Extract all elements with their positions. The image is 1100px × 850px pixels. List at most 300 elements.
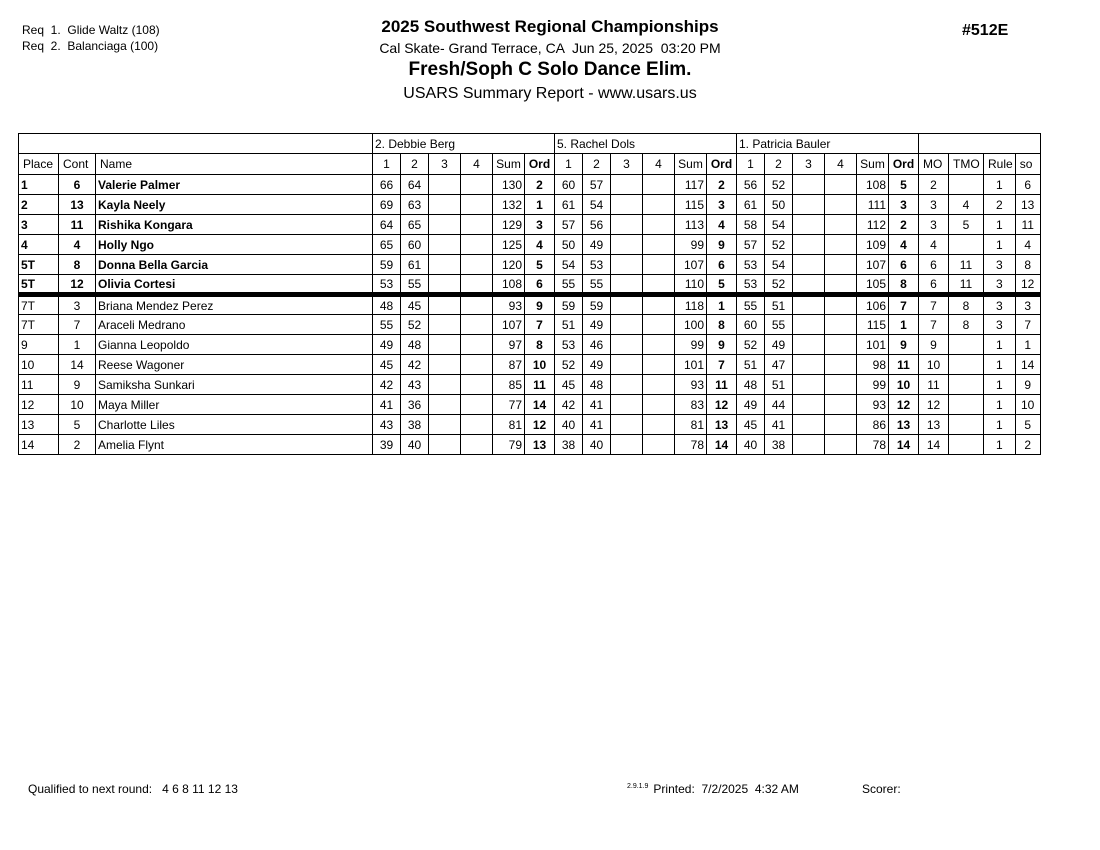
championship-title: 2025 Southwest Regional Championships <box>381 17 719 36</box>
cell-j1-sum: 108 <box>493 275 525 295</box>
cell-name: Rishika Kongara <box>96 215 373 235</box>
cell-j2-mark2: 49 <box>583 235 611 255</box>
cell-j1-mark1: 41 <box>373 395 401 415</box>
cell-j1-mark4 <box>461 375 493 395</box>
cell-cont: 12 <box>59 275 96 295</box>
header-j2-mark-4: 4 <box>643 154 675 175</box>
cell-j3-mark2: 52 <box>765 275 793 295</box>
cell-j3-mark2: 49 <box>765 335 793 355</box>
cell-j3-mark3 <box>793 275 825 295</box>
cell-j2-mark4 <box>643 215 675 235</box>
cell-tmo <box>949 395 984 415</box>
cell-mo: 13 <box>919 415 949 435</box>
cell-j3-mark1: 52 <box>737 335 765 355</box>
cell-j2-mark4 <box>643 415 675 435</box>
cell-j1-mark3 <box>429 255 461 275</box>
cell-j1-mark2: 48 <box>401 335 429 355</box>
cell-j3-mark2: 52 <box>765 235 793 255</box>
cell-j1-mark1: 69 <box>373 195 401 215</box>
skater-row <box>19 435 1041 455</box>
cell-j1-mark1: 49 <box>373 335 401 355</box>
cell-j1-sum: 85 <box>493 375 525 395</box>
cell-place: 5T <box>19 255 59 275</box>
cell-j3-mark1: 51 <box>737 355 765 375</box>
cell-so: 12 <box>1015 275 1040 295</box>
cell-j1-mark4 <box>461 395 493 415</box>
cell-so: 8 <box>1015 255 1040 275</box>
cell-j1-mark3 <box>429 375 461 395</box>
cell-j3-mark3 <box>793 215 825 235</box>
cell-j1-ord: 12 <box>525 415 555 435</box>
qualified-line <box>28 782 238 796</box>
cell-name: Briana Mendez Perez <box>96 295 373 315</box>
header-j1-mark-3: 3 <box>429 154 461 175</box>
header-cont: Cont <box>59 154 96 175</box>
cell-j1-sum: 132 <box>493 195 525 215</box>
event-name: Fresh/Soph C Solo Dance Elim. <box>408 59 692 80</box>
cell-j3-mark4 <box>825 235 857 255</box>
cell-j2-mark3 <box>611 315 643 335</box>
cell-j3-sum: 112 <box>857 215 889 235</box>
skater-row <box>19 255 1041 275</box>
cell-place: 4 <box>19 235 59 255</box>
cell-j2-mark1: 38 <box>555 435 583 455</box>
cell-j3-ord: 9 <box>889 335 919 355</box>
cell-cont: 7 <box>59 315 96 335</box>
cell-j2-mark3 <box>611 415 643 435</box>
cell-j1-mark1: 42 <box>373 375 401 395</box>
cell-j3-mark2: 50 <box>765 195 793 215</box>
cell-cont: 5 <box>59 415 96 435</box>
cell-j3-mark2: 41 <box>765 415 793 435</box>
cell-j2-mark4 <box>643 195 675 215</box>
cell-j3-mark2: 51 <box>765 375 793 395</box>
cell-j3-mark3 <box>793 355 825 375</box>
cell-j2-mark1: 61 <box>555 195 583 215</box>
cell-j3-mark3 <box>793 435 825 455</box>
cell-j1-mark4 <box>461 295 493 315</box>
cell-place: 10 <box>19 355 59 375</box>
cell-name: Amelia Flynt <box>96 435 373 455</box>
cell-place: 1 <box>19 175 59 195</box>
cell-tmo <box>949 175 984 195</box>
cell-j1-mark2: 43 <box>401 375 429 395</box>
cell-j1-mark2: 61 <box>401 255 429 275</box>
cell-j2-ord: 6 <box>707 255 737 275</box>
printed-line <box>627 782 799 796</box>
skater-row <box>19 275 1041 295</box>
cell-rule: 1 <box>984 435 1016 455</box>
cell-so: 6 <box>1015 175 1040 195</box>
cell-j2-sum: 117 <box>675 175 707 195</box>
cell-j1-mark3 <box>429 435 461 455</box>
cell-j1-mark3 <box>429 295 461 315</box>
cell-j1-ord: 14 <box>525 395 555 415</box>
cell-place: 9 <box>19 335 59 355</box>
cell-rule: 2 <box>984 195 1016 215</box>
cell-so: 3 <box>1015 295 1040 315</box>
cell-name: Samiksha Sunkari <box>96 375 373 395</box>
cell-name: Valerie Palmer <box>96 175 373 195</box>
cell-j3-mark3 <box>793 255 825 275</box>
cell-place: 13 <box>19 415 59 435</box>
cell-j2-ord: 7 <box>707 355 737 375</box>
cell-tmo: 4 <box>949 195 984 215</box>
cell-j2-ord: 9 <box>707 235 737 255</box>
cell-mo: 6 <box>919 275 949 295</box>
cell-j3-mark3 <box>793 195 825 215</box>
cell-j3-mark2: 47 <box>765 355 793 375</box>
cell-j2-mark2: 40 <box>583 435 611 455</box>
header-j1-mark-2: 2 <box>401 154 429 175</box>
cell-j2-mark2: 41 <box>583 415 611 435</box>
qualified-label: Qualified to next round: <box>28 782 153 796</box>
cell-j2-mark2: 53 <box>583 255 611 275</box>
cell-j2-mark2: 57 <box>583 175 611 195</box>
cell-j3-mark1: 57 <box>737 235 765 255</box>
cell-rule: 3 <box>984 315 1016 335</box>
cell-j3-ord: 13 <box>889 415 919 435</box>
requirement-1: Req 1. Glide Waltz (108) <box>22 23 160 37</box>
judge-row-right-spacer <box>919 134 1041 154</box>
cell-j2-mark1: 50 <box>555 235 583 255</box>
cell-j1-mark1: 53 <box>373 275 401 295</box>
cell-j1-mark2: 65 <box>401 215 429 235</box>
software-version: 2.9.1.9 <box>627 783 649 790</box>
cell-j3-sum: 93 <box>857 395 889 415</box>
cell-j1-mark4 <box>461 255 493 275</box>
cell-j1-sum: 129 <box>493 215 525 235</box>
cell-j3-mark1: 60 <box>737 315 765 335</box>
header-j1-mark-4: 4 <box>461 154 493 175</box>
cell-j1-sum: 107 <box>493 315 525 335</box>
report-type-line: USARS Summary Report - www.usars.us <box>403 85 697 102</box>
cell-cont: 8 <box>59 255 96 275</box>
cell-j3-mark1: 55 <box>737 295 765 315</box>
cell-j3-mark2: 52 <box>765 175 793 195</box>
cell-j2-mark1: 40 <box>555 415 583 435</box>
cell-j3-mark4 <box>825 375 857 395</box>
cell-j2-mark1: 52 <box>555 355 583 375</box>
cell-j1-ord: 9 <box>525 295 555 315</box>
cell-j2-mark4 <box>643 275 675 295</box>
cell-j1-mark3 <box>429 235 461 255</box>
cell-j2-mark2: 49 <box>583 315 611 335</box>
cell-j3-sum: 105 <box>857 275 889 295</box>
cell-j2-sum: 99 <box>675 335 707 355</box>
report-header <box>0 17 1100 103</box>
cell-j1-mark2: 60 <box>401 235 429 255</box>
cell-name: Donna Bella Garcia <box>96 255 373 275</box>
cell-j1-ord: 8 <box>525 335 555 355</box>
cell-name: Maya Miller <box>96 395 373 415</box>
cell-j2-mark4 <box>643 375 675 395</box>
cell-j3-mark3 <box>793 415 825 435</box>
cell-j1-ord: 5 <box>525 255 555 275</box>
cell-so: 7 <box>1015 315 1040 335</box>
cell-tmo <box>949 355 984 375</box>
header-j3-mark-1: 1 <box>737 154 765 175</box>
cell-place: 11 <box>19 375 59 395</box>
cell-j2-mark2: 59 <box>583 295 611 315</box>
cell-j2-mark1: 45 <box>555 375 583 395</box>
cell-j3-mark4 <box>825 335 857 355</box>
cell-j1-mark3 <box>429 195 461 215</box>
cell-so: 13 <box>1015 195 1040 215</box>
cell-j2-sum: 101 <box>675 355 707 375</box>
cell-cont: 9 <box>59 375 96 395</box>
cell-j2-mark1: 42 <box>555 395 583 415</box>
cell-j1-mark2: 45 <box>401 295 429 315</box>
cell-cont: 2 <box>59 435 96 455</box>
cell-j1-mark4 <box>461 315 493 335</box>
cell-j2-ord: 14 <box>707 435 737 455</box>
judge-row-left-spacer <box>19 134 373 154</box>
cell-tmo <box>949 415 984 435</box>
cell-so: 11 <box>1015 215 1040 235</box>
cell-j2-mark3 <box>611 255 643 275</box>
cell-j3-mark2: 44 <box>765 395 793 415</box>
cell-cont: 4 <box>59 235 96 255</box>
cell-j3-ord: 12 <box>889 395 919 415</box>
judge-name-3: 1. Patricia Bauler <box>737 134 919 154</box>
cell-tmo <box>949 375 984 395</box>
skater-row <box>19 355 1041 375</box>
cell-cont: 10 <box>59 395 96 415</box>
cell-j2-sum: 118 <box>675 295 707 315</box>
cell-j1-mark2: 52 <box>401 315 429 335</box>
cell-j1-mark4 <box>461 215 493 235</box>
cell-j2-sum: 113 <box>675 215 707 235</box>
scorer-label: Scorer: <box>862 782 901 796</box>
cell-tmo: 5 <box>949 215 984 235</box>
cell-j1-mark2: 64 <box>401 175 429 195</box>
cell-j2-mark4 <box>643 435 675 455</box>
cell-j1-sum: 79 <box>493 435 525 455</box>
cell-j2-mark3 <box>611 195 643 215</box>
skater-row <box>19 195 1041 215</box>
cell-j3-mark3 <box>793 315 825 335</box>
cell-j3-mark4 <box>825 295 857 315</box>
cell-j3-sum: 98 <box>857 355 889 375</box>
cell-j3-ord: 10 <box>889 375 919 395</box>
cell-j2-mark4 <box>643 295 675 315</box>
cell-j2-mark2: 55 <box>583 275 611 295</box>
cell-j3-mark1: 56 <box>737 175 765 195</box>
cell-rule: 3 <box>984 275 1016 295</box>
cell-j3-mark2: 54 <box>765 255 793 275</box>
cell-rule: 3 <box>984 295 1016 315</box>
skater-row <box>19 295 1041 315</box>
cell-j3-sum: 106 <box>857 295 889 315</box>
venue-date-line: Cal Skate- Grand Terrace, CA Jun 25, 2025 03:20 PM <box>379 40 721 56</box>
cell-j2-mark3 <box>611 335 643 355</box>
cell-j2-mark2: 46 <box>583 335 611 355</box>
header-j3-ord: Ord <box>889 154 919 175</box>
cell-mo: 12 <box>919 395 949 415</box>
cell-j1-mark4 <box>461 435 493 455</box>
cell-j2-sum: 78 <box>675 435 707 455</box>
cell-tmo: 8 <box>949 315 984 335</box>
cell-j3-ord: 11 <box>889 355 919 375</box>
cell-rule: 1 <box>984 335 1016 355</box>
header-j2-mark-3: 3 <box>611 154 643 175</box>
cell-j3-mark1: 58 <box>737 215 765 235</box>
cell-j2-mark3 <box>611 215 643 235</box>
cell-j1-mark4 <box>461 335 493 355</box>
header-so: so <box>1015 154 1040 175</box>
cell-j2-sum: 110 <box>675 275 707 295</box>
cell-j3-ord: 4 <box>889 235 919 255</box>
cell-j3-sum: 109 <box>857 235 889 255</box>
results-table <box>18 133 1041 455</box>
cell-j1-mark4 <box>461 195 493 215</box>
cell-j2-ord: 3 <box>707 195 737 215</box>
cell-j1-mark1: 43 <box>373 415 401 435</box>
cell-rule: 1 <box>984 395 1016 415</box>
cell-j1-mark1: 48 <box>373 295 401 315</box>
cell-j3-ord: 2 <box>889 215 919 235</box>
cell-j2-sum: 100 <box>675 315 707 335</box>
cell-name: Araceli Medrano <box>96 315 373 335</box>
cell-tmo: 11 <box>949 255 984 275</box>
cell-j3-mark3 <box>793 335 825 355</box>
results-table-body <box>19 134 1041 455</box>
cell-j2-sum: 99 <box>675 235 707 255</box>
skater-row <box>19 315 1041 335</box>
cell-j3-sum: 78 <box>857 435 889 455</box>
header-j3-mark-2: 2 <box>765 154 793 175</box>
cell-rule: 1 <box>984 235 1016 255</box>
cell-rule: 1 <box>984 355 1016 375</box>
cell-so: 10 <box>1015 395 1040 415</box>
cell-j3-ord: 8 <box>889 275 919 295</box>
cell-j3-mark3 <box>793 395 825 415</box>
cell-place: 2 <box>19 195 59 215</box>
cell-j3-mark1: 49 <box>737 395 765 415</box>
cell-j2-mark3 <box>611 295 643 315</box>
skater-row <box>19 395 1041 415</box>
header-j2-mark-1: 1 <box>555 154 583 175</box>
header-rule: Rule <box>984 154 1016 175</box>
cell-j1-sum: 97 <box>493 335 525 355</box>
cell-j2-sum: 107 <box>675 255 707 275</box>
cell-j1-mark4 <box>461 415 493 435</box>
skater-row <box>19 215 1041 235</box>
cell-j1-mark3 <box>429 175 461 195</box>
cell-so: 14 <box>1015 355 1040 375</box>
header-name: Name <box>96 154 373 175</box>
cell-j3-sum: 101 <box>857 335 889 355</box>
cell-j1-mark1: 45 <box>373 355 401 375</box>
cell-j2-mark2: 54 <box>583 195 611 215</box>
cell-j3-mark4 <box>825 255 857 275</box>
cell-j2-sum: 83 <box>675 395 707 415</box>
cell-j1-ord: 6 <box>525 275 555 295</box>
cell-j2-ord: 11 <box>707 375 737 395</box>
cell-j2-mark3 <box>611 235 643 255</box>
cell-j2-sum: 81 <box>675 415 707 435</box>
cell-j2-mark4 <box>643 175 675 195</box>
cell-tmo <box>949 435 984 455</box>
cell-j3-sum: 99 <box>857 375 889 395</box>
header-j3-mark-4: 4 <box>825 154 857 175</box>
cell-j3-mark4 <box>825 275 857 295</box>
cell-j2-mark1: 60 <box>555 175 583 195</box>
cell-cont: 14 <box>59 355 96 375</box>
cell-mo: 7 <box>919 295 949 315</box>
judge-name-2: 5. Rachel Dols <box>555 134 737 154</box>
cell-j1-mark2: 55 <box>401 275 429 295</box>
cell-j2-sum: 115 <box>675 195 707 215</box>
cell-j2-ord: 8 <box>707 315 737 335</box>
cell-j3-sum: 108 <box>857 175 889 195</box>
cell-j2-mark2: 41 <box>583 395 611 415</box>
judge-name-1: 2. Debbie Berg <box>373 134 555 154</box>
cell-j3-ord: 1 <box>889 315 919 335</box>
cell-j1-mark1: 66 <box>373 175 401 195</box>
cell-tmo: 11 <box>949 275 984 295</box>
header-j3-mark-3: 3 <box>793 154 825 175</box>
cell-tmo <box>949 235 984 255</box>
cell-j1-mark1: 59 <box>373 255 401 275</box>
header-j3-sum: Sum <box>857 154 889 175</box>
cell-j3-mark2: 54 <box>765 215 793 235</box>
cell-j2-ord: 12 <box>707 395 737 415</box>
cell-j2-mark2: 49 <box>583 355 611 375</box>
cell-j3-mark2: 51 <box>765 295 793 315</box>
cell-mo: 3 <box>919 195 949 215</box>
cell-j1-mark3 <box>429 355 461 375</box>
cell-cont: 3 <box>59 295 96 315</box>
cell-place: 3 <box>19 215 59 235</box>
cell-j1-mark2: 36 <box>401 395 429 415</box>
cell-j1-mark4 <box>461 235 493 255</box>
cell-rule: 3 <box>984 255 1016 275</box>
cell-j2-mark4 <box>643 335 675 355</box>
cell-place: 14 <box>19 435 59 455</box>
cell-cont: 1 <box>59 335 96 355</box>
cell-j3-mark1: 53 <box>737 275 765 295</box>
cell-j1-mark2: 42 <box>401 355 429 375</box>
cell-tmo: 8 <box>949 295 984 315</box>
cell-mo: 11 <box>919 375 949 395</box>
cell-j3-ord: 3 <box>889 195 919 215</box>
skater-row <box>19 415 1041 435</box>
cell-mo: 2 <box>919 175 949 195</box>
cell-j3-mark3 <box>793 235 825 255</box>
header-mo: MO <box>919 154 949 175</box>
cell-j3-mark1: 53 <box>737 255 765 275</box>
cell-j2-ord: 2 <box>707 175 737 195</box>
cell-j3-mark4 <box>825 435 857 455</box>
cell-rule: 1 <box>984 175 1016 195</box>
skater-row <box>19 375 1041 395</box>
printed-timestamp: Printed: 7/2/2025 4:32 AM <box>653 782 799 796</box>
cell-rule: 1 <box>984 215 1016 235</box>
cell-j3-mark2: 55 <box>765 315 793 335</box>
cell-j2-mark4 <box>643 355 675 375</box>
cell-j1-mark3 <box>429 215 461 235</box>
cell-j1-mark3 <box>429 415 461 435</box>
cell-j1-sum: 120 <box>493 255 525 275</box>
cell-j2-mark3 <box>611 435 643 455</box>
skater-row <box>19 335 1041 355</box>
cell-so: 9 <box>1015 375 1040 395</box>
event-number: #512E <box>962 22 1009 39</box>
cell-mo: 7 <box>919 315 949 335</box>
header-j2-sum: Sum <box>675 154 707 175</box>
